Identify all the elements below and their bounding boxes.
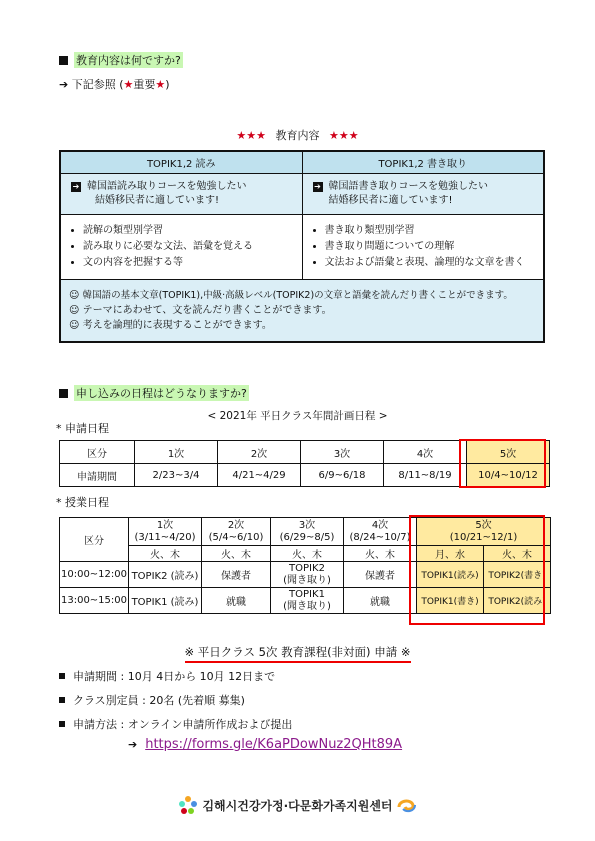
summary-line: ☺ テーマにあわせて、文を読んだり書くことができます。 bbox=[69, 305, 332, 316]
smiley-icon: ☺ bbox=[69, 290, 80, 301]
box-arrow-icon: ➔ bbox=[72, 182, 80, 191]
time-cell: 13:00~15:00 bbox=[60, 588, 129, 614]
table-header-cell: 区分 bbox=[60, 441, 135, 464]
table-row bbox=[60, 588, 551, 614]
star-icon: ★ bbox=[123, 78, 134, 91]
days-cell: 月、水 bbox=[417, 546, 484, 562]
table-cell: 4/21~4/29 bbox=[218, 464, 301, 487]
plan-title: < 2021年 平日クラス年間計画日程 > bbox=[207, 410, 388, 422]
table-cell: 就職 bbox=[202, 588, 271, 614]
content-heading: ★★★ 教育内容 ★★★ bbox=[236, 129, 359, 142]
left-description: ➔ 韓国語読み取りコースを勉強したい 結婚移民者に適しています! bbox=[61, 174, 303, 214]
bullet-icon bbox=[59, 673, 65, 679]
org-logo-icon bbox=[178, 795, 198, 815]
bullet-icon bbox=[59, 697, 65, 703]
list-item: • 文法および語彙と表現、論理的な文章を書く bbox=[325, 255, 538, 271]
list-item: • 読解の類型別学習 bbox=[83, 223, 296, 239]
arrow-right-icon: ➔ bbox=[128, 738, 138, 751]
table-row bbox=[60, 562, 551, 588]
right-description: ➔ 韓国語書き取りコースを勉強したい 結婚移民者に適しています! bbox=[314, 181, 488, 206]
table-cell: TOPIK1(書き) bbox=[417, 588, 484, 614]
time-cell: 10:00~12:00 bbox=[60, 562, 129, 588]
days-cell: 火、木 bbox=[202, 546, 271, 562]
days-cell: 火、木 bbox=[271, 546, 344, 562]
org-swirl-icon bbox=[397, 797, 417, 813]
org-name: 김해시건강가정·다문화가족지원센터 bbox=[202, 798, 393, 813]
class-label: * 授業日程 bbox=[56, 496, 109, 509]
left-items-list bbox=[61, 215, 303, 279]
square-bullet-icon bbox=[59, 56, 68, 65]
table-cell: TOPIK1(読み) bbox=[417, 562, 484, 588]
summary bbox=[61, 280, 543, 341]
table-cell: TOPIK1 (読み) bbox=[129, 588, 202, 614]
right-items-list bbox=[303, 215, 544, 279]
content-box bbox=[59, 150, 545, 343]
table-header-cell: 2次 bbox=[218, 441, 301, 464]
term-header: 3次 (6/29~8/5) bbox=[271, 518, 344, 546]
table-cell: 8/11~8/19 bbox=[384, 464, 467, 487]
smiley-icon: ☺ bbox=[69, 305, 80, 316]
table-cell: TOPIK2(読み) bbox=[484, 588, 551, 614]
table-cell: 6/9~6/18 bbox=[301, 464, 384, 487]
notice-item: クラス別定員 : 20名 (先着順 募集) bbox=[59, 692, 245, 708]
summary-line: ☺ 考えを論理的に表現することができます。 bbox=[69, 320, 272, 331]
notice-title: ※ 平日クラス 5次 教育課程(非対面) 申請 ※ bbox=[185, 645, 411, 663]
table-header-cell: 3次 bbox=[301, 441, 384, 464]
star-icon: ★ bbox=[155, 78, 166, 91]
days-cell: 火、木 bbox=[344, 546, 417, 562]
term-header: 2次 (5/4~6/10) bbox=[202, 518, 271, 546]
section1-note: ➔ 下記参照 (★重要★) bbox=[59, 78, 170, 91]
summary-line: ☺ 韓国語の基本文章(TOPIK1),中級·高級レベル(TOPIK2)の文章と語彙を読んだり書くことができます。 bbox=[69, 290, 513, 301]
link-line bbox=[128, 737, 402, 752]
table-cell: TOPIK2(書き) bbox=[484, 562, 551, 588]
stars-icon: ★★★ bbox=[236, 129, 266, 142]
smiley-icon: ☺ bbox=[69, 320, 80, 331]
notice-item: 申請方法 : オンライン申請所作成および提出 bbox=[59, 716, 292, 732]
list-item: • 書き取り類型別学習 bbox=[325, 223, 538, 239]
square-bullet-icon bbox=[59, 389, 68, 398]
table-cell: 就職 bbox=[344, 588, 417, 614]
table-cell: 保護者 bbox=[344, 562, 417, 588]
table-header-cell: 区分 bbox=[60, 518, 129, 562]
table-row-label: 申請期間 bbox=[60, 464, 135, 487]
term-header: 4次 (8/24~10/7) bbox=[344, 518, 417, 546]
arrow-right-icon: ➔ bbox=[59, 78, 69, 91]
section1-title: 教育内容は何ですか? bbox=[76, 54, 181, 67]
footer bbox=[0, 795, 595, 815]
table-cell: 保護者 bbox=[202, 562, 271, 588]
box-arrow-icon: ➔ bbox=[314, 182, 321, 191]
apply-label: * 申請日程 bbox=[56, 422, 109, 435]
term-header: 5次 (10/21~12/1) bbox=[417, 518, 551, 546]
days-cell: 火、木 bbox=[484, 546, 551, 562]
notice-item: 申請期間 : 10月 4日から 10月 12日まで bbox=[59, 668, 275, 684]
notice-heading bbox=[0, 644, 595, 660]
table-header-cell: 4次 bbox=[384, 441, 467, 464]
bullet-icon bbox=[59, 721, 65, 727]
list-item: • 読み取りに必要な文法、語彙を覚える bbox=[83, 239, 296, 255]
section1-heading bbox=[59, 52, 183, 68]
application-form-link[interactable]: https://forms.gle/K6aPDowNuz2QHt89A bbox=[145, 737, 403, 752]
table-cell: 2/23~3/4 bbox=[135, 464, 218, 487]
apply-schedule-table bbox=[59, 440, 550, 487]
class-schedule-table bbox=[59, 517, 551, 614]
list-item: • 文の内容を把握する等 bbox=[83, 255, 296, 271]
table-cell: TOPIK2 (聞き取り) bbox=[271, 562, 344, 588]
term-header: 1次 (3/11~4/20) bbox=[129, 518, 202, 546]
table-cell: TOPIK1 (聞き取り) bbox=[271, 588, 344, 614]
stars-icon: ★★★ bbox=[329, 129, 359, 142]
table-cell: TOPIK2 (読み) bbox=[129, 562, 202, 588]
table-cell: 10/4~10/12 bbox=[467, 464, 550, 487]
table-header-cell: 1次 bbox=[135, 441, 218, 464]
section2-heading bbox=[59, 385, 249, 401]
col-left-title: TOPIK1,2 読み bbox=[61, 152, 303, 173]
section2-title: 申し込みの日程はどうなりますか? bbox=[76, 387, 247, 400]
days-cell: 火、木 bbox=[129, 546, 202, 562]
col-right-title: TOPIK1,2 書き取り bbox=[378, 159, 468, 170]
list-item: • 書き取り問題についての理解 bbox=[325, 239, 538, 255]
table-header-cell: 5次 bbox=[467, 441, 550, 464]
